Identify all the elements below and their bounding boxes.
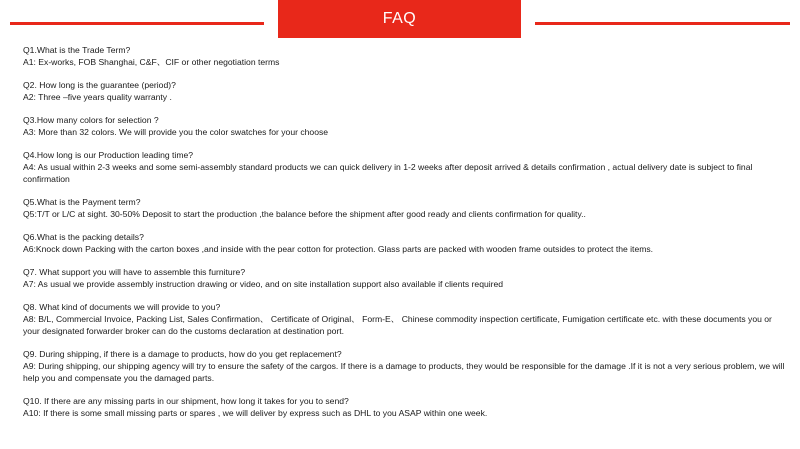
page-title: FAQ bbox=[382, 10, 417, 27]
faq-question: Q10. If there are any missing parts in our shipment, how long it takes for you to send? bbox=[23, 396, 349, 406]
faq-question: Q2. How long is the guarantee (period)? bbox=[23, 80, 176, 90]
faq-answer: A2: Three –five years quality warranty . bbox=[23, 92, 172, 102]
faq-item-8 bbox=[23, 301, 787, 337]
faq-item-1 bbox=[23, 44, 787, 68]
faq-question: Q5.What is the Payment term? bbox=[23, 197, 141, 207]
faq-question: Q4.How long is our Production leading time? bbox=[23, 150, 194, 160]
faq-question: Q8. What kind of documents we will provide to you? bbox=[23, 302, 221, 312]
faq-answer: A9: During shipping, our shipping agency will try to ensure the safety of the cargos. If there is a damage to products, they would be responsible for the damage .If it is not a very serious problem, we will help you and compensate you the damaged parts. bbox=[23, 361, 785, 383]
faq-item-9 bbox=[23, 348, 787, 384]
faq-answer: Q5:T/T or L/C at sight. 30-50% Deposit to start the production ,the balance before the shipment after good ready and clients confirmation for quality.. bbox=[23, 209, 586, 219]
faq-answer: A8: B/L, Commercial Invoice, Packing List, Sales Confirmation、 Certificate of Original、 Form-E、 Chinese commodity inspection certificate, Fumigation certificate etc. with these documents you or your designated forwarder broker can do the customs declaration at destination port. bbox=[23, 314, 772, 336]
faq-item-6 bbox=[23, 231, 787, 255]
faq-answer: A3: More than 32 colors. We will provide you the color swatches for your choose bbox=[23, 127, 329, 137]
faq-item-2 bbox=[23, 79, 787, 103]
faq-answer: A4: As usual within 2-3 weeks and some semi-assembly standard products we can quick delivery in 1-2 weeks after deposit arrived & details confirmation , actual delivery date is subject to final confirmation bbox=[23, 162, 753, 184]
faq-answer: A7: As usual we provide assembly instruction drawing or video, and on site installation support also available if clients required bbox=[23, 279, 504, 289]
faq-question: Q9. During shipping, if there is a damage to products, how do you get replacement? bbox=[23, 349, 342, 359]
faq-item-4 bbox=[23, 149, 787, 185]
faq-answer: A1: Ex-works, FOB Shanghai, C&F、CIF or other negotiation terms bbox=[23, 57, 280, 67]
faq-question: Q1.What is the Trade Term? bbox=[23, 45, 131, 55]
faq-question: Q3.How many colors for selection ? bbox=[23, 115, 159, 125]
faq-item-7 bbox=[23, 266, 787, 290]
header-rule-right bbox=[535, 22, 790, 25]
faq-question: Q6.What is the packing details? bbox=[23, 232, 144, 242]
faq-item-5 bbox=[23, 196, 787, 220]
faq-list bbox=[23, 44, 787, 430]
header-banner bbox=[278, 0, 521, 38]
faq-answer: A10: If there is some small missing parts or spares , we will deliver by express such as DHL to you ASAP within one week. bbox=[23, 408, 488, 418]
faq-item-10 bbox=[23, 395, 787, 419]
faq-answer: A6:Knock down Packing with the carton boxes ,and inside with the pear cotton for protection. Glass parts are packed with wooden frame outsides to protect the items. bbox=[23, 244, 654, 254]
faq-question: Q7. What support you will have to assemble this furniture? bbox=[23, 267, 246, 277]
faq-item-3 bbox=[23, 114, 787, 138]
header-rule-left bbox=[10, 22, 264, 25]
